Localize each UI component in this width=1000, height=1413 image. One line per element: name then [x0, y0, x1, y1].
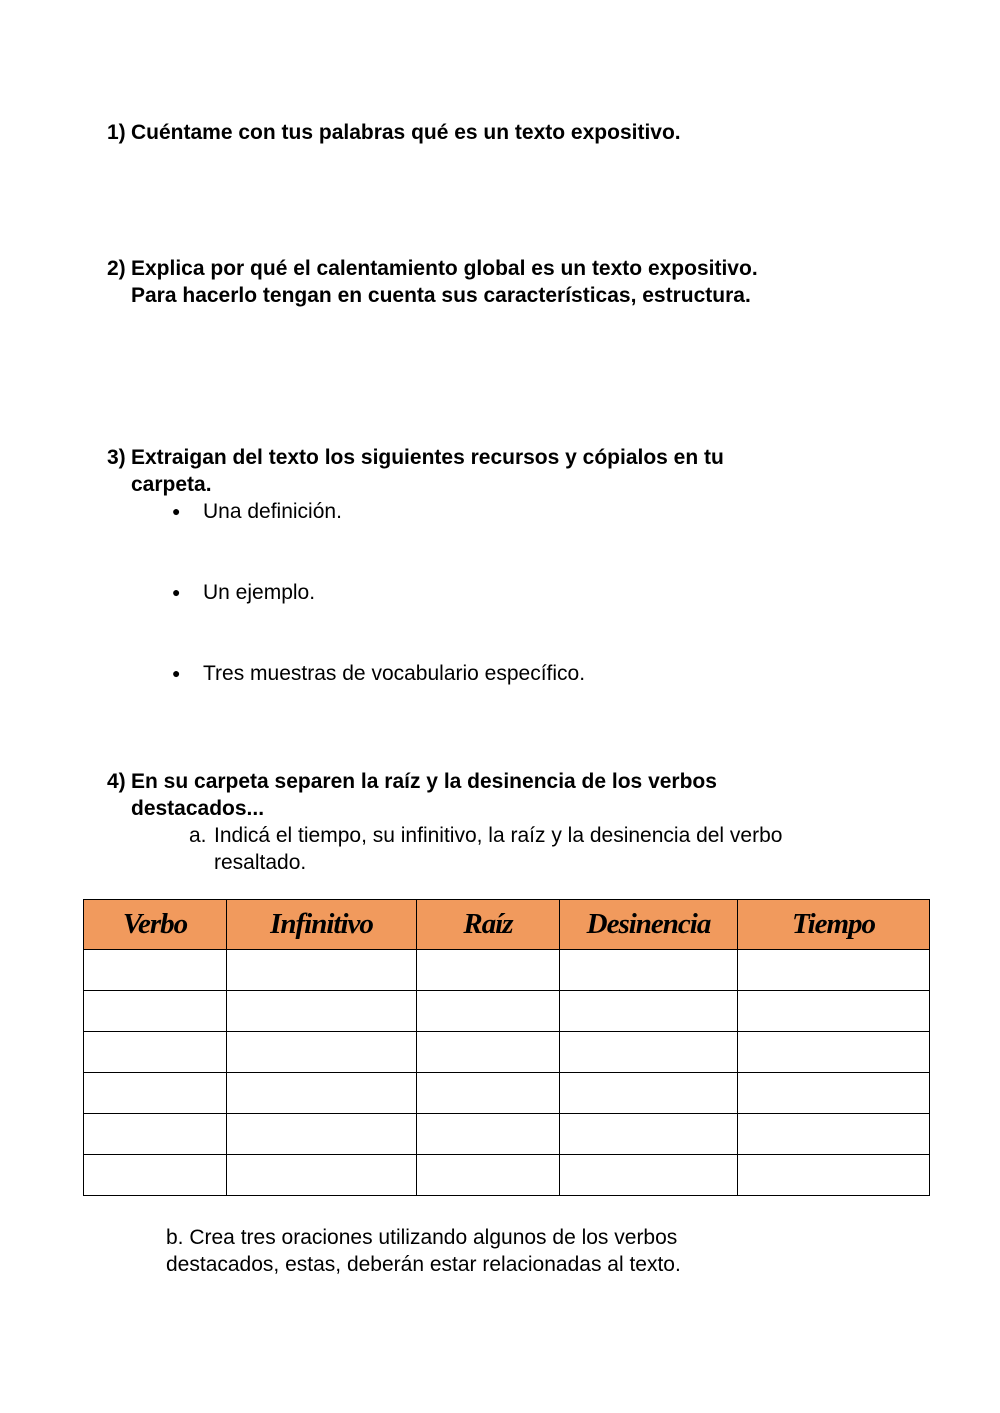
question-text-line: Extraigan del texto los siguientes recursos y cópialos en tu	[131, 446, 724, 469]
table-row	[84, 1073, 930, 1114]
question-number: 3)	[107, 446, 126, 469]
list-item-text: Un ejemplo.	[203, 581, 316, 604]
table-cell[interactable]	[738, 991, 930, 1032]
table-cell[interactable]	[227, 991, 417, 1032]
question-text-line: Explica por qué el calentamiento global es un texto expositivo.	[131, 257, 758, 280]
list-item	[172, 579, 315, 606]
sub-question-marker: a.	[189, 824, 207, 847]
table-cell[interactable]	[560, 1073, 738, 1114]
list-item	[172, 498, 342, 525]
list-item-text: Tres muestras de vocabulario específico.	[203, 662, 586, 685]
sub-question-text-line: Indicá el tiempo, su infinitivo, la raíz y la desinencia del verbo	[214, 824, 783, 847]
table-cell[interactable]	[84, 1073, 227, 1114]
table-cell[interactable]	[84, 991, 227, 1032]
table-cell[interactable]	[227, 950, 417, 991]
table-row	[84, 1155, 930, 1196]
table-cell[interactable]	[227, 1114, 417, 1155]
table-cell[interactable]	[417, 991, 560, 1032]
table-cell[interactable]	[84, 950, 227, 991]
column-header-desinencia: Desinencia	[560, 900, 738, 950]
table-cell[interactable]	[417, 950, 560, 991]
table-cell[interactable]	[84, 1155, 227, 1196]
question-3	[107, 444, 724, 498]
table-header-row	[84, 900, 930, 950]
table-cell[interactable]	[227, 1073, 417, 1114]
table-cell[interactable]	[560, 1032, 738, 1073]
table-row	[84, 1032, 930, 1073]
table-cell[interactable]	[417, 1155, 560, 1196]
table-cell[interactable]	[227, 1155, 417, 1196]
column-header-verbo: Verbo	[84, 900, 227, 950]
table-row	[84, 991, 930, 1032]
table-cell[interactable]	[738, 1155, 930, 1196]
table-cell[interactable]	[560, 1155, 738, 1196]
table-cell[interactable]	[560, 991, 738, 1032]
table-cell[interactable]	[417, 1114, 560, 1155]
table-cell[interactable]	[84, 1114, 227, 1155]
table-cell[interactable]	[417, 1073, 560, 1114]
table-cell[interactable]	[417, 1032, 560, 1073]
column-header-tiempo: Tiempo	[738, 900, 930, 950]
table-row	[84, 1114, 930, 1155]
question-2	[107, 255, 758, 309]
table-cell[interactable]	[560, 950, 738, 991]
question-text-line: En su carpeta separen la raíz y la desinencia de los verbos	[131, 770, 717, 793]
table-cell[interactable]	[738, 950, 930, 991]
sub-question-a	[189, 822, 782, 876]
list-item	[172, 660, 585, 687]
sub-question-text-line: destacados, estas, deberán estar relacionadas al texto.	[166, 1253, 681, 1276]
table-cell[interactable]	[738, 1073, 930, 1114]
question-text-line: Para hacerlo tengan en cuenta sus características, estructura.	[131, 284, 751, 307]
bullet-icon: ●	[172, 584, 181, 600]
sub-question-text-line: b. Crea tres oraciones utilizando algunos de los verbos	[166, 1226, 678, 1249]
table-cell[interactable]	[738, 1114, 930, 1155]
question-number: 2)	[107, 257, 126, 280]
question-number: 1)	[107, 121, 126, 144]
table-row	[84, 950, 930, 991]
question-text-line: destacados...	[131, 797, 265, 820]
list-item-text: Una definición.	[203, 500, 342, 523]
column-header-raiz: Raíz	[417, 900, 560, 950]
table-cell[interactable]	[738, 1032, 930, 1073]
question-number: 4)	[107, 770, 126, 793]
question-text-line: Cuéntame con tus palabras qué es un texto expositivo.	[131, 121, 681, 144]
bullet-icon: ●	[172, 665, 181, 681]
question-4	[107, 768, 717, 822]
bullet-icon: ●	[172, 503, 181, 519]
verb-table	[83, 899, 930, 1196]
column-header-infinitivo: Infinitivo	[227, 900, 417, 950]
question-1	[107, 119, 681, 146]
sub-question-b	[166, 1224, 681, 1278]
sub-question-text-line: resaltado.	[214, 851, 307, 874]
table-cell[interactable]	[560, 1114, 738, 1155]
table-cell[interactable]	[227, 1032, 417, 1073]
question-text-line: carpeta.	[131, 473, 212, 496]
table-cell[interactable]	[84, 1032, 227, 1073]
